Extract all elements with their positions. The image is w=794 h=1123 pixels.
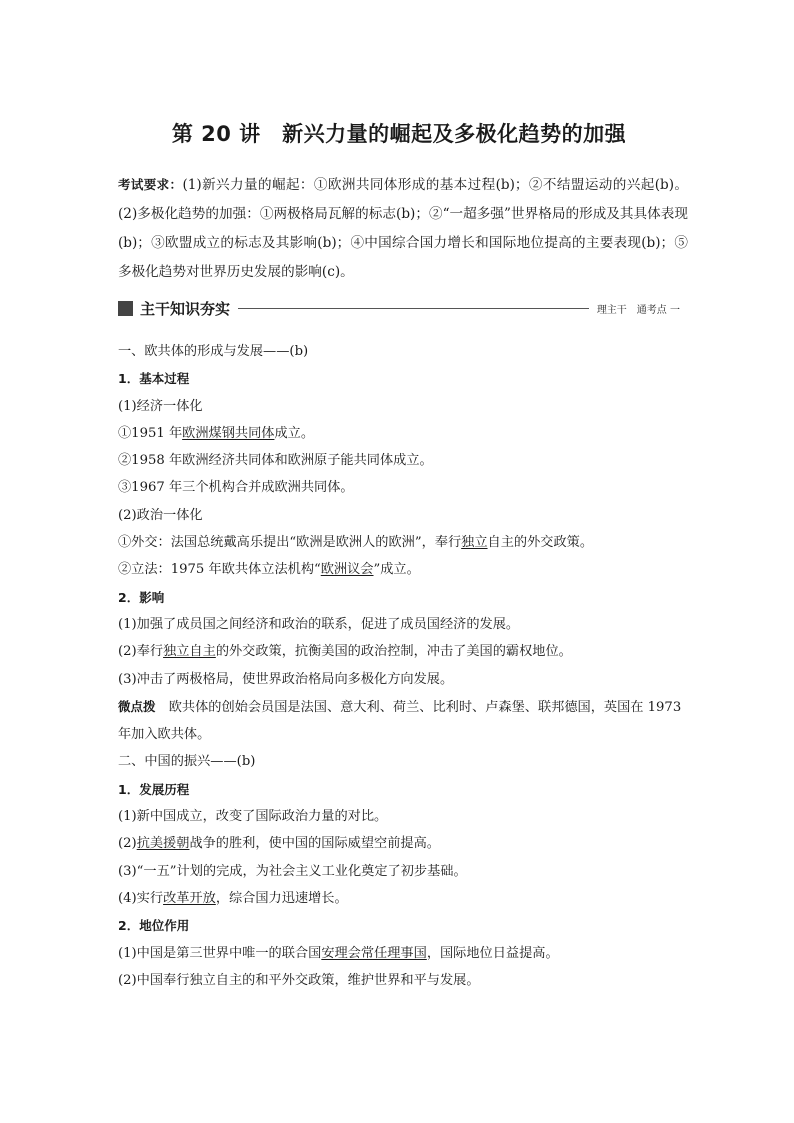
text-line	[118, 420, 686, 447]
text-line: (2)中国奉行独立自主的和平外交政策，维护世界和平与发展。	[118, 972, 480, 988]
text-line: ②1958 年欧洲经济共同体和欧洲原子能共同体成立。	[118, 453, 433, 469]
content-body	[118, 338, 686, 994]
underlined-term: 欧洲议会	[320, 562, 374, 578]
text-span: ，综合国力迅速增长。	[215, 890, 348, 906]
text-span: 的外交政策，抗衡美国的政治控制，冲击了美国的霸权地位。	[215, 644, 572, 660]
heading-china: 二、中国的振兴——(b)	[118, 754, 256, 770]
text-span: ②立法：1975 年欧共体立法机构“	[118, 562, 321, 578]
tip-note	[118, 693, 686, 749]
subheading-history: 1．发展历程	[118, 781, 190, 797]
text-span: 战争的胜利，使中国的国际威望空前提高。	[189, 836, 440, 852]
text-span: 自主的外交政策。	[487, 535, 594, 551]
text-span: ，国际地位日益提高。	[426, 945, 559, 961]
section-title: 主干知识夯实	[140, 299, 231, 318]
underlined-term: 改革开放	[163, 890, 216, 906]
section-header	[118, 296, 680, 320]
text-span: (2)	[118, 836, 137, 852]
section-square-icon	[118, 301, 133, 316]
text-span: ”成立。	[373, 562, 420, 578]
underlined-term: 独立自主	[163, 644, 216, 660]
text-span: (4)实行	[118, 890, 164, 906]
text-span: (1)中国是第三世界中唯一的联合国	[118, 945, 322, 961]
underlined-term: 安理会常任理事国	[321, 945, 427, 961]
text-line	[118, 556, 686, 583]
tip-label: 微点拨	[118, 698, 156, 714]
requirements-text: (1)新兴力量的崛起：①欧洲共同体形成的基本过程(b)；②不结盟运动的兴起(b)。(2)多极化趋势的加强：①两极格局瓦解的标志(b)；②“一超多强”世界格局的形成及其具体表现(b)；③欧盟成立的标志及其影响(b)；④中国综合国力增长和国际地位提高的主要表现(b)；⑤多极化趋势对世界历史发展的影响(c)。	[118, 177, 688, 280]
underlined-term: 独立	[461, 535, 488, 551]
subheading-process: 1．基本过程	[118, 371, 190, 387]
heading-ec: 一、欧共体的形成与发展——(b)	[118, 344, 309, 359]
text-line: (1)加强了成员国之间经济和政治的联系，促进了成员国经济的发展。	[118, 616, 520, 632]
text-span: 成立。	[274, 425, 315, 441]
tip-text: 欧共体的创始会员国是法国、意大利、荷兰、比利时、卢森堡、联邦德国，英国在 1973 年加入欧共体。	[118, 699, 682, 743]
text-line: (3)“一五”计划的完成，为社会主义工业化奠定了初步基础。	[118, 863, 467, 879]
text-span: ①1951 年	[118, 425, 183, 441]
section-tag: 理主干 通考点 一	[596, 304, 680, 316]
text-line: (1)经济一体化	[118, 398, 203, 414]
text-span: ①外交：法国总统戴高乐提出“欧洲是欧洲人的欧洲”，奉行	[118, 535, 462, 551]
text-line: (2)政治一体化	[118, 507, 203, 523]
requirements-label: 考试要求：	[118, 177, 183, 192]
underlined-term: 欧洲煤钢共同体	[182, 425, 275, 441]
text-line	[118, 529, 686, 556]
text-line	[118, 885, 686, 912]
subheading-impact: 2．影响	[118, 589, 165, 605]
section-divider	[238, 308, 589, 309]
text-span: (2)奉行	[118, 644, 164, 660]
text-line: (1)新中国成立，改变了国际政治力量的对比。	[118, 809, 388, 825]
subheading-status: 2．地位作用	[118, 918, 190, 934]
text-line	[118, 638, 686, 665]
text-line	[118, 940, 686, 967]
text-line: (3)冲击了两极格局，使世界政治格局向多极化方向发展。	[118, 671, 454, 687]
exam-requirements	[118, 170, 688, 287]
underlined-term: 抗美援朝	[136, 836, 190, 852]
text-line: ③1967 年三个机构合并成欧洲共同体。	[118, 480, 354, 496]
text-line	[118, 830, 686, 857]
lesson-title: 第 20 讲 新兴力量的崛起及多极化趋势的加强	[171, 122, 627, 146]
